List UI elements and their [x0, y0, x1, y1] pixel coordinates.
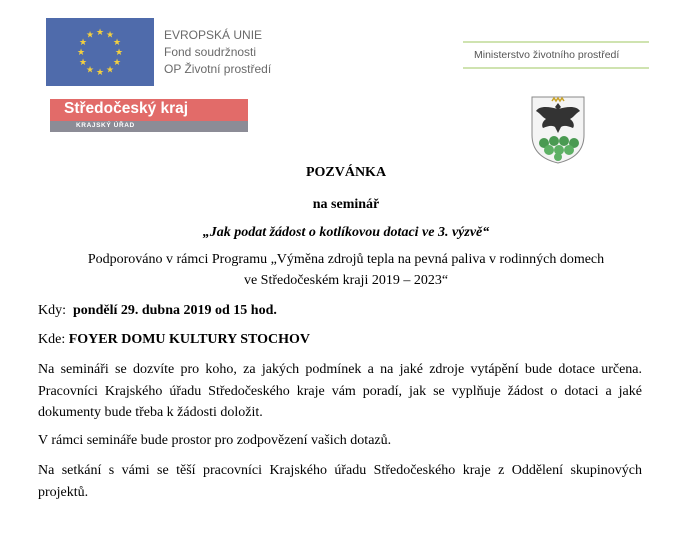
program-line-2: ve Středočeském kraji 2019 – 2023“ — [243, 273, 449, 288]
invitation-subtitle: na seminář — [312, 197, 380, 212]
svg-text:★: ★ — [105, 65, 115, 76]
invitation-title: POZVÁNKA — [305, 165, 387, 180]
svg-text:★: ★ — [95, 68, 105, 78]
svg-text:★: ★ — [95, 28, 105, 38]
svg-text:★: ★ — [78, 38, 88, 48]
svg-text:★: ★ — [112, 58, 122, 68]
when-label: Kdy: — [38, 303, 66, 318]
where-value: FOYER DOMU KULTURY STOCHOV — [68, 332, 311, 347]
eu-line2: Fond soudržnosti — [164, 45, 257, 59]
svg-text:★: ★ — [114, 48, 124, 58]
ministry-logo-line-top — [463, 41, 649, 43]
where-line — [38, 332, 310, 348]
when-line — [38, 303, 277, 319]
coat-of-arms-icon — [530, 95, 586, 165]
kraj-logo-sub: KRAJSKÝ ÚŘAD — [76, 122, 135, 129]
eu-line3: OP Životní prostředí — [164, 62, 272, 76]
ministry-logo-line-bottom — [463, 67, 649, 69]
svg-text:★: ★ — [85, 65, 95, 76]
where-label: Kde: — [38, 332, 66, 347]
kraj-logo-name: Středočeský kraj — [64, 100, 189, 117]
program-line-1: Podporováno v rámci Programu „Výměna zdrojů tepla na pevná paliva v rodinných domech — [87, 252, 605, 267]
eu-stars-icon — [46, 18, 154, 86]
ministry-logo-text: Ministerstvo životního prostředí — [474, 49, 620, 61]
svg-text:★: ★ — [76, 48, 86, 58]
svg-text:★: ★ — [78, 58, 88, 68]
svg-text:★: ★ — [112, 38, 122, 48]
paragraph-closing: Na setkání s vámi se těší pracovníci Krajského úřadu Středočeského kraje z Oddělení skupinových projektů. — [38, 463, 642, 500]
svg-text:★: ★ — [85, 30, 95, 41]
paragraph-info: Na semináři se dozvíte pro koho, za jakých podmínek a na jaké zdroje vytápění bude dotace určena. Pracovníci Krajského úřadu Středočeského kraje vám poradí, jak se vyplňuje žádost o dotaci a jaké dokumenty bude třeba k žádosti doložit. — [38, 362, 642, 420]
eu-line1: EVROPSKÁ UNIE — [164, 28, 263, 42]
seminar-topic: „Jak podat žádost o kotlíkovou dotaci ve 3. výzvě“ — [202, 225, 490, 240]
paragraph-questions: V rámci semináře bude prostor pro zodpovězení vašich dotazů. — [38, 433, 392, 448]
eu-logo-text — [164, 27, 271, 78]
eu-flag-logo — [46, 18, 154, 86]
when-value: pondělí 29. dubna 2019 od 15 hod. — [73, 303, 277, 318]
svg-text:★: ★ — [105, 30, 115, 41]
